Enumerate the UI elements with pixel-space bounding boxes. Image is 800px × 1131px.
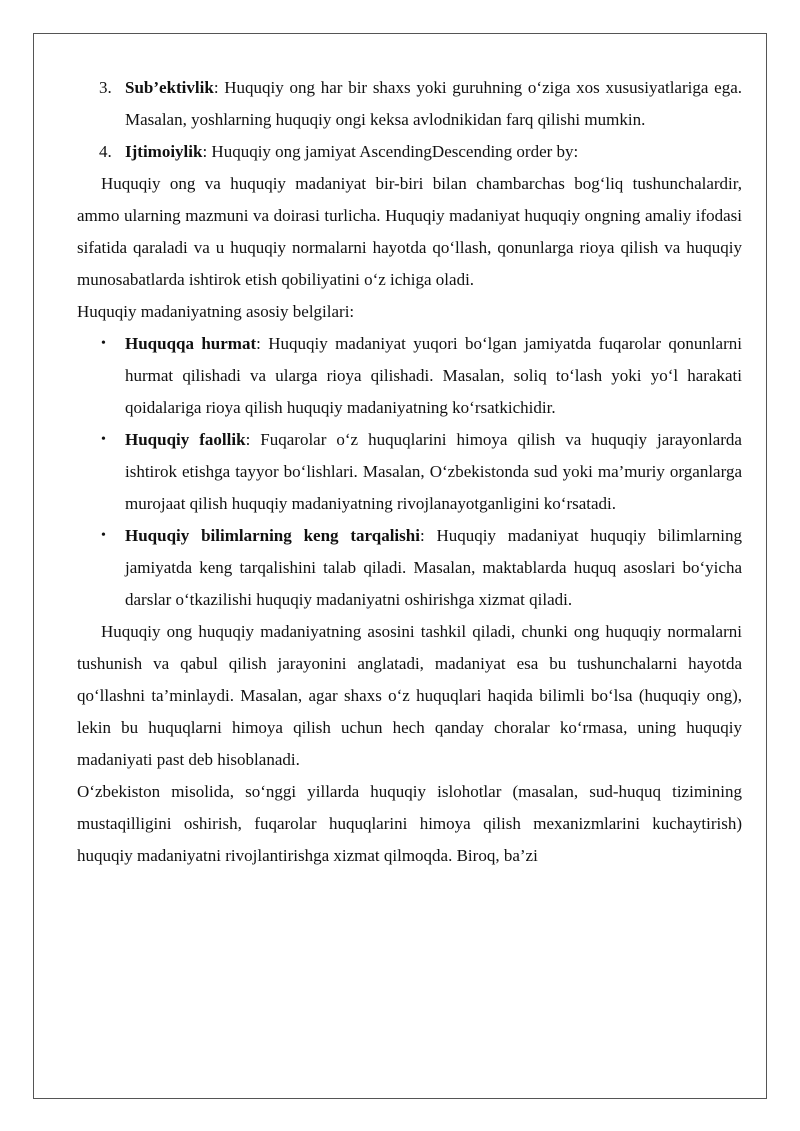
item-text: : Huquqiy ong har bir shaxs yoki guruhning o‘ziga xos xususiyatlariga ega. Masalan, yoshlarning huquqiy ongi keksa avlodnikidan farq qilishi mumkin.: [125, 78, 742, 129]
item-term: Sub’ektivlik: [125, 78, 214, 97]
bullet-item: [77, 520, 742, 616]
bullet-icon: •: [101, 528, 106, 543]
bullet-item: [77, 424, 742, 520]
bullet-text: : Fuqarolar o‘z huquqlarini himoya qilish va huquqiy jarayonlarda ishtirok etishga tayyor bo‘lishlari. Masalan, O‘zbekistonda sud yoki ma’muriy organlarga murojaat qilish huquqiy madaniyatning rivojlanayotganligini ko‘rsatadi.: [125, 430, 742, 513]
bullet-term: Huquqiy bilimlarning keng tarqalishi: [125, 526, 420, 545]
item-text: : Huquqiy ong jamiyat AscendingDescending order by:: [202, 142, 579, 161]
paragraph-foundation: Huquqiy ong huquqiy madaniyatning asosini tashkil qiladi, chunki ong huquqiy normalarni tushunish va qabul qilish jarayonini anglatadi, madaniyat esa bu tushunchalarni hayotda qo‘llashni ta’minlaydi. Masalan, agar shaxs o‘z huquqlari haqida bilimli bo‘lsa (huquqiy ong), lekin bu huquqlarni himoya qilish uchun hech qanday choralar ko‘rmasa, uning huquqiy madaniyati past deb hisoblanadi.: [77, 622, 742, 769]
document-body: [77, 72, 742, 872]
bullet-text: : Huquqiy madaniyat huquqiy bilimlarning jamiyatda keng tarqalishini talab qiladi. Masalan, maktablarda huquq asoslari bo‘yicha darslar o‘tkazilishi huquqiy madaniyatni oshirishga xizmat qiladi.: [125, 526, 742, 609]
section-heading: Huquqiy madaniyatning asosiy belgilari:: [77, 302, 355, 321]
paragraph-uzbekistan: O‘zbekiston misolida, so‘nggi yillarda huquqiy islohotlar (masalan, sud-huquq tizimining mustaqilligini oshirish, fuqarolar huquqlarini himoya qilish mexanizmlarini kuchaytirish) huquqiy madaniyatni rivojlantirishga xizmat qilmoqda. Biroq, ba’zi: [77, 782, 742, 865]
paragraph-relationship: Huquqiy ong va huquqiy madaniyat bir-biri bilan chambarchas bog‘liq tushunchalardir, ammo ularning mazmuni va doirasi turlicha. Huquqiy madaniyat huquqiy ongning amaliy ifodasi sifatida qaraladi va u huquqiy normalarni hayotda qo‘llash, qonunlarga rioya qilish va huquqiy munosabatlarda ishtirok etish qobiliyatini o‘z ichiga oladi.: [77, 174, 742, 289]
item-number: 4.: [99, 142, 112, 161]
item-number: 3.: [99, 78, 112, 97]
bullet-item: [77, 328, 742, 424]
bullet-icon: •: [101, 336, 106, 351]
numbered-item-3: [77, 72, 742, 136]
bullet-text: : Huquqiy madaniyat yuqori bo‘lgan jamiyatda fuqarolar qonunlarni hurmat qilishadi va ularga rioya qilishadi. Masalan, soliq to‘lash yoki yo‘l harakati qoidalariga rioya qilish huquqiy madaniyatning ko‘rsatkichidir.: [125, 334, 742, 417]
bullet-term: Huquqiy faollik: [125, 430, 246, 449]
numbered-item-4: [77, 136, 742, 168]
bullet-term: Huquqqa hurmat: [125, 334, 257, 353]
item-term: Ijtimoiylik: [125, 142, 203, 161]
bullet-icon: •: [101, 432, 106, 447]
